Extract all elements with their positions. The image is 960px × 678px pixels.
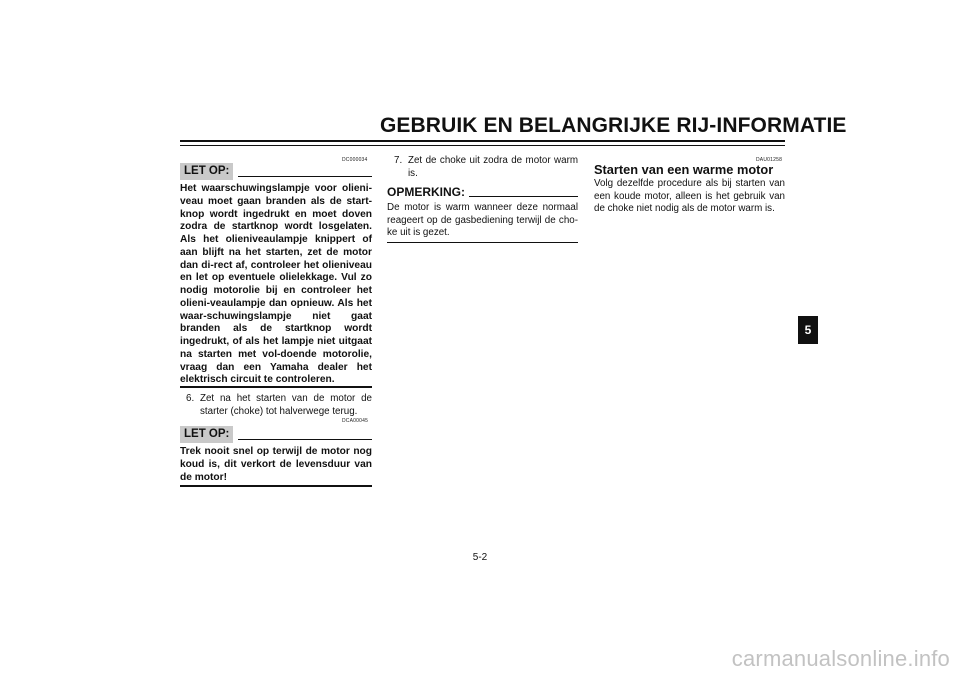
chapter-tab: 5 (798, 316, 818, 344)
watermark: carmanualsonline.info (731, 646, 950, 671)
title-rule-thin (180, 145, 785, 146)
note-label: OPMERKING: (387, 185, 465, 199)
page-number: 5-2 (472, 552, 488, 563)
section-heading: Starten van een warme motor (594, 162, 774, 177)
caution-text: Het waarschuwingslampje voor olieni-veau moet gaan branden als de start-knop wordt ingedrukt en moet doven zodra de startknop wordt losgelaten. Als het olieniveaulampje knippert of aan blijft na het starten, zet de motor dan di-rect af, controleer het olieniveau en let op eventuele olielekkage. Vul zo nodig motorolie bij en controleer het olieni-veaulampje dan opnieuw. Als het waar-schuwingslampje niet gaat branden als de startknop wordt ingedrukt, of als het lampje niet uitgaat na starten met vol-doende motorolie, vraag dan een Yamaha dealer het elektrisch circuit te controleren. (180, 183, 372, 386)
step-7 (394, 155, 578, 180)
reference-code: DCA00045 (342, 418, 369, 424)
caution-end-rule (180, 386, 372, 388)
caution-label: LET OP: (180, 163, 233, 180)
step-number: 6. (186, 393, 195, 404)
step-number: 7. (394, 155, 403, 166)
section-text: Volg dezelfde procedure als bij starten van een koude motor, alleen is het gebruik van de choke niet nodig als de motor warm is. (594, 178, 785, 215)
caution-label: LET OP: (180, 426, 233, 443)
reference-code: DAU01258 (756, 157, 783, 163)
note-header (387, 186, 578, 199)
note-rule (469, 196, 578, 197)
title-rule (180, 140, 785, 142)
step-6 (186, 393, 372, 418)
caution-rule (238, 176, 372, 178)
caution-rule (238, 439, 372, 441)
caution-text: Trek nooit snel op terwijl de motor nog koud is, dit verkort de levensduur van de motor! (180, 446, 372, 483)
page-title: GEBRUIK EN BELANGRIJKE RIJ-INFORMATIE (380, 114, 847, 137)
step-text: Zet de choke uit zodra de motor warm is. (408, 155, 578, 179)
caution-end-rule (180, 485, 372, 487)
note-text: De motor is warm wanneer deze normaal reageert op de gasbediening terwijl de cho-ke uit is gezet. (387, 202, 578, 239)
caution-header (180, 163, 372, 180)
caution-header (180, 426, 372, 443)
reference-code: DC000034 (342, 157, 368, 163)
step-text: Zet na het starten van de motor de starter (choke) tot halverwege terug. (200, 393, 372, 417)
note-end-rule (387, 242, 578, 243)
